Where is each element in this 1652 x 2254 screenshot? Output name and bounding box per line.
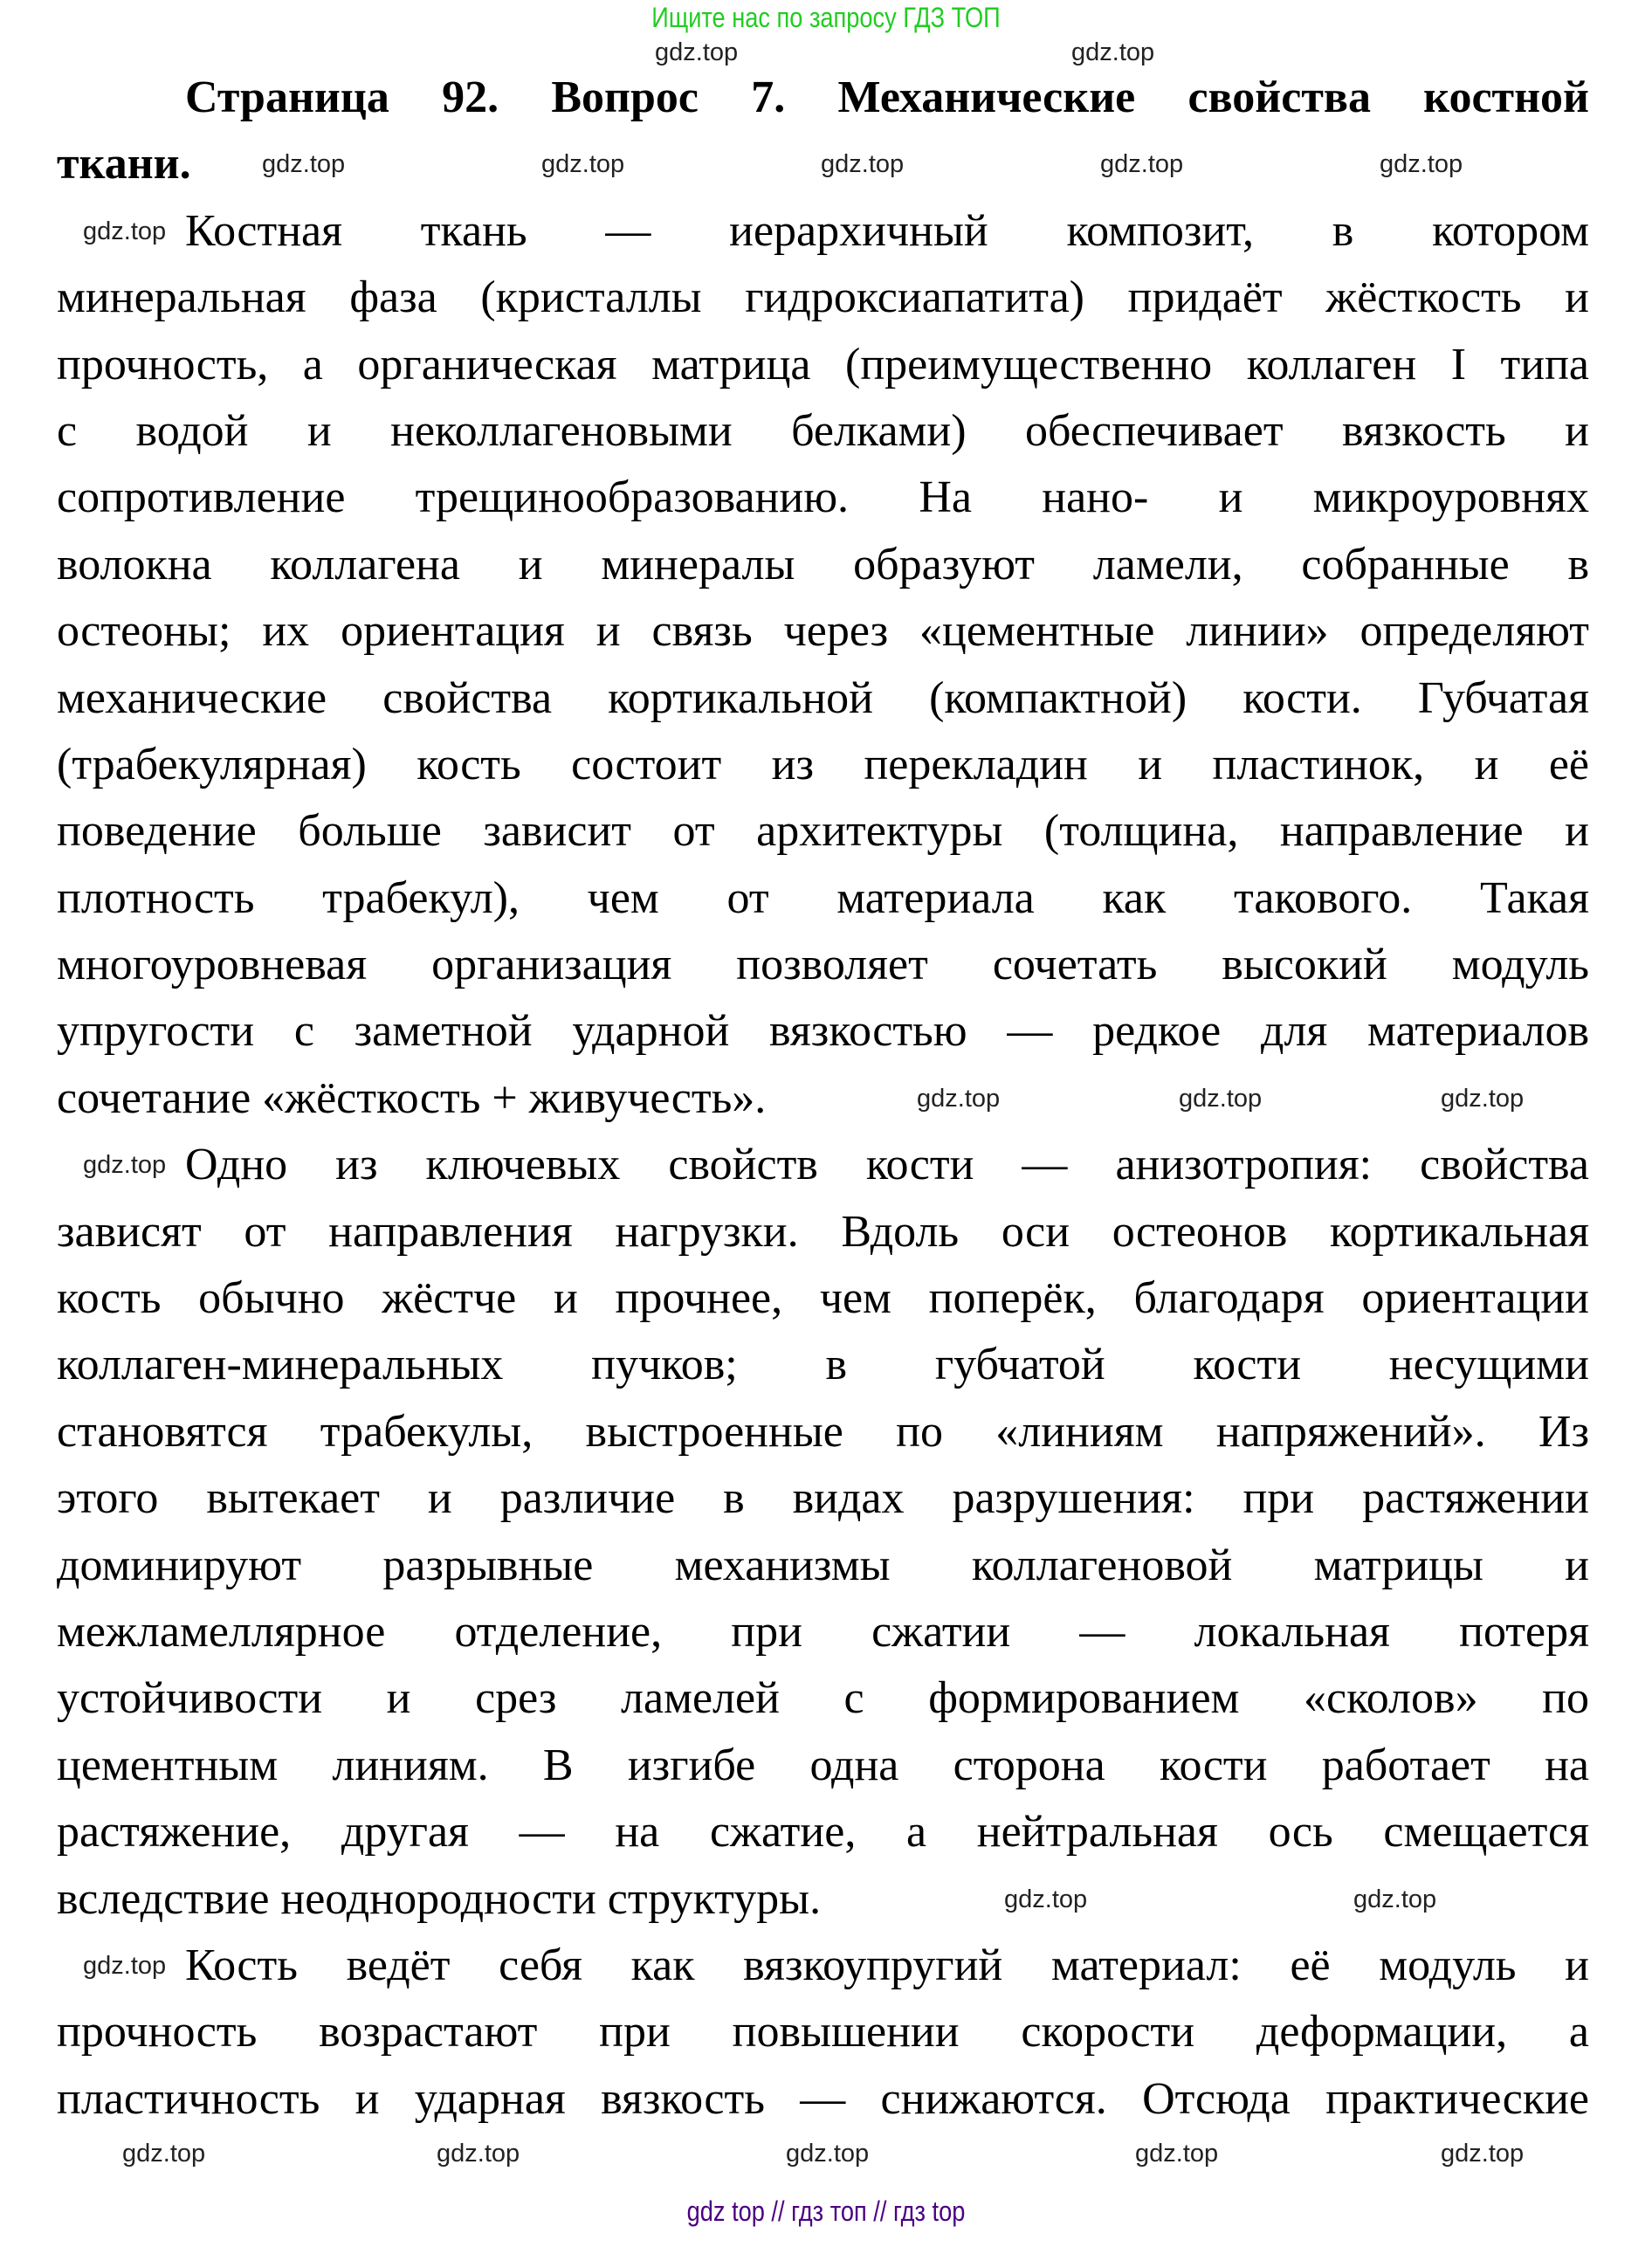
title-line: Страница 92. Вопрос 7. Механические свойства костной <box>185 72 1589 122</box>
text-line: прочность возрастают при повышении скорости деформации, а <box>57 2007 1589 2058</box>
text-line: плотность трабекул), чем от материала как такового. Такая <box>57 872 1589 923</box>
watermark: gdz.top <box>917 1085 1001 1113</box>
text-line: прочность, а органическая матрица (преимущественно коллаген I типа <box>57 339 1589 389</box>
text-line: кость обычно жёстче и прочнее, чем поперёк, благодаря ориентации <box>57 1273 1589 1324</box>
text-line: сочетание «жёсткость + живучесть». <box>57 1072 767 1123</box>
text-line: Кость ведёт себя как вязкоупругий материал: её модуль и <box>185 1940 1589 1990</box>
text-line: остеоны; их ориентация и связь через «цементные линии» определяют <box>57 606 1589 657</box>
document-body <box>57 65 1589 2133</box>
text-line: этого вытекает и различие в видах разрушения: при растяжении <box>57 1473 1589 1524</box>
text-line: минеральная фаза (кристаллы гидроксиапатита) придаёт жёсткость и <box>57 272 1589 323</box>
text-line: Одно из ключевых свойств кости — анизотропия: свойства <box>185 1140 1589 1190</box>
watermark: gdz.top <box>1004 1885 1088 1913</box>
watermark: gdz.top <box>83 1151 167 1179</box>
text-line: механические свойства кортикальной (компактной) кости. Губчатая <box>57 672 1589 723</box>
text-line: с водой и неколлагеновыми белками) обеспечивает вязкость и <box>57 405 1589 456</box>
text-line: доминируют разрывные механизмы коллагеновой матрицы и <box>57 1540 1589 1590</box>
search-banner: Ищите нас по запросу ГДЗ ТОП <box>651 2 1001 33</box>
watermark: gdz.top <box>83 217 167 245</box>
text-line: вследствие неоднородности структуры. <box>57 1873 822 1924</box>
watermark: gdz.top <box>1441 2140 1525 2168</box>
text-line: Костная ткань — иерархичный композит, в котором <box>185 205 1589 256</box>
text-line: (трабекулярная) кость состоит из перекладин и пластинок, и её <box>57 739 1589 789</box>
watermark: gdz.top <box>541 150 625 178</box>
answer-text <box>57 198 1589 2133</box>
text-line: межламеллярное отделение, при сжатии — локальная потеря <box>57 1606 1589 1657</box>
watermark: gdz.top <box>786 2140 870 2168</box>
paragraph <box>57 1132 1589 1933</box>
title-line: ткани. <box>57 139 191 190</box>
paragraph <box>57 1933 1589 2133</box>
watermark: gdz.top <box>262 150 346 178</box>
watermark: gdz.top <box>1179 1085 1263 1113</box>
text-line: волокна коллагена и минералы образуют ламели, собранные в <box>57 539 1589 589</box>
text-line: поведение больше зависит от архитектуры (толщина, направление и <box>57 806 1589 857</box>
watermark: gdz.top <box>1135 2140 1219 2168</box>
text-line: многоуровневая организация позволяет сочетать высокий модуль <box>57 940 1589 990</box>
text-line: коллаген-минеральных пучков; в губчатой кости несущими <box>57 1340 1589 1390</box>
text-line: зависят от направления нагрузки. Вдоль оси остеонов кортикальная <box>57 1206 1589 1257</box>
watermark: gdz.top <box>821 150 905 178</box>
watermark: gdz.top <box>122 2140 206 2168</box>
text-line: упругости с заметной ударной вязкостью — редкое для материалов <box>57 1006 1589 1057</box>
footer-banner: gdz top // гдз топ // гдз top <box>686 2195 966 2227</box>
watermark: gdz.top <box>1100 150 1184 178</box>
watermark: gdz.top <box>437 2140 520 2168</box>
text-line: устойчивости и срез ламелей с формированием «сколов» по <box>57 1673 1589 1724</box>
text-line: сопротивление трещинообразованию. На нано- и микроуровнях <box>57 472 1589 523</box>
watermark: gdz.top <box>1071 38 1155 66</box>
text-line: цементным линиям. В изгибе одна сторона кости работает на <box>57 1740 1589 1790</box>
text-line: пластичность и ударная вязкость — снижаются. Отсюда практические <box>57 2073 1589 2124</box>
text-line: растяжение, другая — на сжатие, а нейтральная ось смещается <box>57 1807 1589 1858</box>
watermark: gdz.top <box>655 38 739 66</box>
watermark: gdz.top <box>1441 1085 1525 1113</box>
text-line: становятся трабекулы, выстроенные по «линиям напряжений». Из <box>57 1406 1589 1457</box>
watermark: gdz.top <box>1380 150 1463 178</box>
watermark: gdz.top <box>83 1952 167 1980</box>
paragraph <box>57 198 1589 1132</box>
watermark: gdz.top <box>1353 1885 1437 1913</box>
